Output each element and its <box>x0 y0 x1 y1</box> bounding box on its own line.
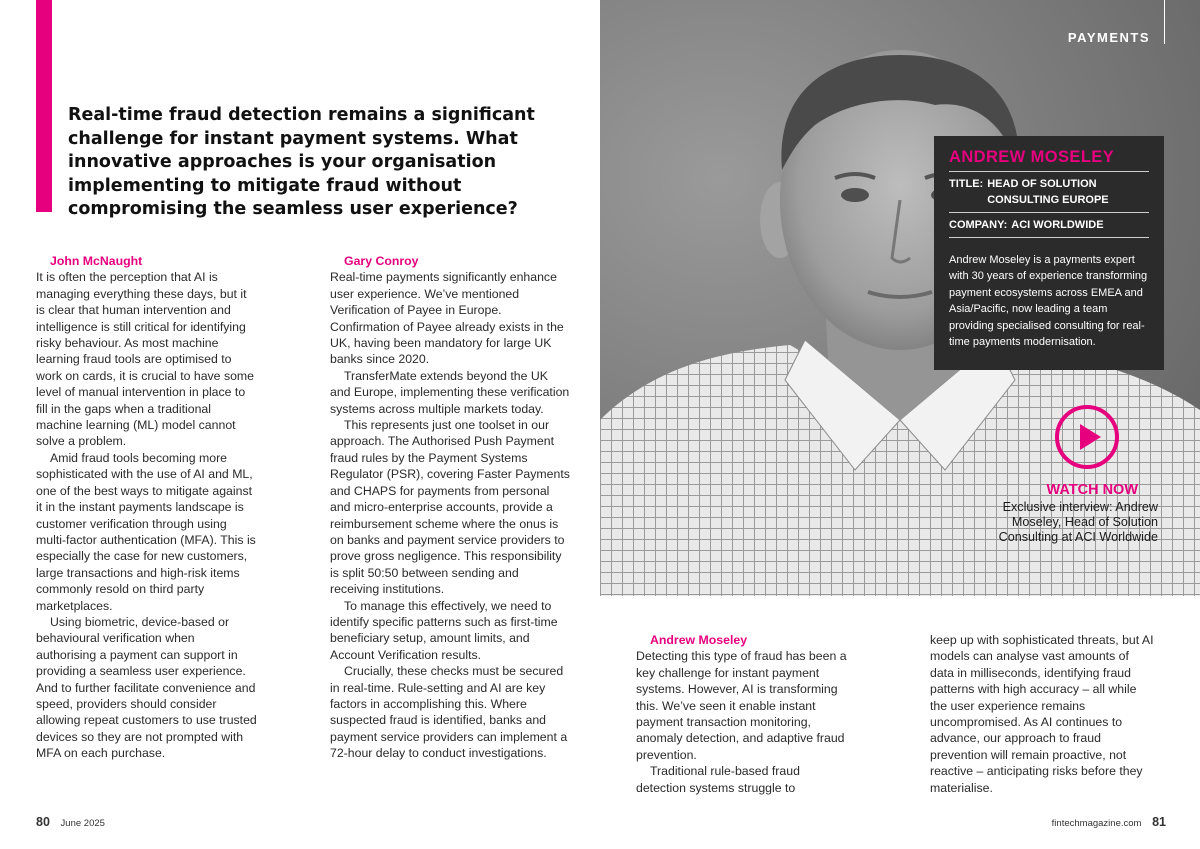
divider <box>949 171 1149 172</box>
divider <box>949 237 1149 238</box>
profile-company-row <box>949 217 1149 233</box>
answer-column-gary-conroy <box>330 253 570 762</box>
footer-left <box>36 815 105 829</box>
page-number-right: 81 <box>1152 815 1166 829</box>
answer-column-john-mcnaught <box>36 253 258 762</box>
profile-card <box>934 136 1164 370</box>
answer-column-andrew-moseley <box>636 632 850 796</box>
speaker-name: John McNaught <box>50 254 143 268</box>
paragraph: Real-time payments significantly enhance user experience. We’ve mentioned Verification of Payee in Europe. Confirmation of Payee already exists in the UK, having been mandatory for large UK banks since 2020. <box>330 270 564 367</box>
paragraph: Crucially, these checks must be secured in real-time. Rule-setting and AI are key factors in accomplishing this. Where suspected fraud is identified, banks and payment service providers can implement a 72-hour delay to conduct investigations. <box>330 664 568 761</box>
section-divider <box>1164 0 1165 44</box>
accent-bar <box>36 0 52 212</box>
company-label: COMPANY: <box>949 219 1008 231</box>
title-value: HEAD OF SOLUTION CONSULTING EUROPE <box>987 178 1109 206</box>
site-url[interactable]: fintechmagazine.com <box>1051 818 1142 829</box>
paragraph: Amid fraud tools becoming more sophisticated with the use of AI and ML, one of the best ways to mitigate against it in the instant payments landscape is customer verification through using multi-factor authentication (MFA). This is especially the case for new customers, large transactions and high-risk items commonly resold on third party marketplaces. <box>36 450 256 613</box>
profile-bio: Andrew Moseley is a payments expert with 30 years of experience transforming payment ecosystems across EMEA and Asia/Pacific, now leading a team providing specialised consulting for real-time payments modernisation. <box>949 254 1148 349</box>
speaker-name: Gary Conroy <box>344 254 419 268</box>
paragraph: Traditional rule-based fraud detection systems struggle to <box>636 764 800 795</box>
profile-title-row <box>949 176 1149 208</box>
watch-now-link[interactable]: WATCH NOW <box>1046 482 1138 498</box>
title-label: TITLE: <box>949 178 984 190</box>
paragraph: Detecting this type of fraud has been a key challenge for instant payment systems. However, AI is transforming this. We’ve seen it enable instant payment transaction monitoring, anomaly detection, and adaptive fraud prevention. <box>636 649 847 762</box>
answer-column-continuation <box>930 632 1156 796</box>
section-label: PAYMENTS <box>1067 30 1150 45</box>
profile-name: ANDREW MOSELEY <box>949 148 1115 166</box>
paragraph: To manage this effectively, we need to identify specific patterns such as first-time beneficiary setup, amount limits, and Account Verification results. <box>330 598 558 662</box>
company-value: ACI WORLDWIDE <box>1011 219 1104 231</box>
paragraph: keep up with sophisticated threats, but AI models can analyse vast amounts of data in milliseconds, identifying fraud patterns with high accuracy – all while the user experience remains uncompromised. As AI continues to advance, our approach to fraud prevention will remain proactive, not reactive – anticipating risks before they materialise. <box>930 633 1154 795</box>
footer-right <box>1052 815 1166 829</box>
question-heading: Real-time fraud detection remains a significant challenge for instant payment systems. What innovative approaches is your organisation implementing to mitigate fraud without compromising the seamless user experience? <box>68 105 535 219</box>
play-icon[interactable] <box>1054 404 1120 470</box>
page-number-left: 80 <box>36 815 50 829</box>
speaker-name: Andrew Moseley <box>650 633 748 647</box>
paragraph: TransferMate extends beyond the UK and Europe, implementing these verification systems across multiple markets today. <box>330 368 570 416</box>
issue-date: June 2025 <box>60 818 105 829</box>
divider <box>949 212 1149 213</box>
paragraph: Using biometric, device-based or behavioural verification when authorising a payment can support in providing a seamless user experience. And to further facilitate convenience and speed, providers should consider allowing repeat customers to use trusted devices so they are not prompted with MFA on each purchase. <box>36 614 257 761</box>
paragraph: It is often the perception that AI is managing everything these days, but it is clear that human intervention and intelligence is still critical for identifying risky behaviour. As most machine learning fraud tools are optimised to work on cards, it is crucial to have some level of manual intervention in place to fill in the gaps when a traditional machine learning (ML) model cannot solve a problem. <box>36 270 255 449</box>
watch-now-caption: Exclusive interview: Andrew Moseley, Head of Solution Consulting at ACI Worldwide <box>998 500 1158 544</box>
paragraph: This represents just one toolset in our approach. The Authorised Push Payment fraud rules by the Payment Systems Regulator (PSR), covering Faster Payments and CHAPS for payments from personal and micro-enterprise accounts, provide a reimbursement scheme where the onus is on banks and payment service providers to prove gross negligence. This responsibility is split 50:50 between sending and receiving institutions. <box>330 418 570 597</box>
